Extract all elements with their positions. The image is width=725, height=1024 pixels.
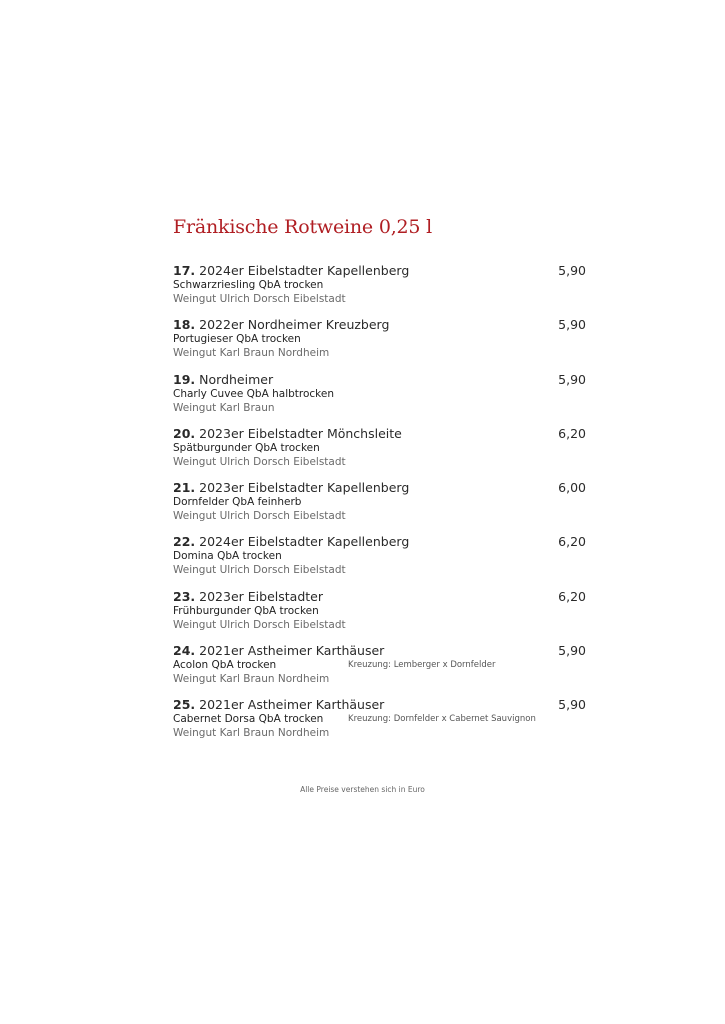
wine-number: 18. xyxy=(173,317,196,333)
wine-producer: Weingut Ulrich Dorsch Eibelstadt xyxy=(173,618,346,631)
wine-item xyxy=(173,534,593,588)
wine-crossing: Kreuzung: Dornfelder x Cabernet Sauvignon xyxy=(348,714,536,725)
wine-number: 25. xyxy=(173,697,196,713)
wine-name: 2021er Astheimer Karthäuser xyxy=(199,697,385,713)
wine-grape: Portugieser QbA trocken xyxy=(173,333,301,346)
wine-producer: Weingut Karl Braun xyxy=(173,401,275,414)
wine-price: 6,20 xyxy=(558,534,586,550)
wine-grape: Domina QbA trocken xyxy=(173,550,282,563)
wine-price: 6,00 xyxy=(558,480,586,496)
wine-list xyxy=(173,263,593,752)
wine-producer: Weingut Ulrich Dorsch Eibelstadt xyxy=(173,293,346,305)
wine-price: 5,90 xyxy=(558,371,586,387)
wine-number: 22. xyxy=(173,534,196,550)
wine-number: 24. xyxy=(173,643,196,659)
section-title: Fränkische Rotweine 0,25 l xyxy=(173,216,433,238)
wine-price: 5,90 xyxy=(558,263,586,278)
wine-name: 2024er Eibelstadter Kapellenberg xyxy=(199,263,410,278)
wine-number: 20. xyxy=(173,425,196,441)
wine-grape: Dornfelder QbA feinherb xyxy=(173,496,302,509)
wine-number: 19. xyxy=(173,371,196,387)
wine-name: 2022er Nordheimer Kreuzberg xyxy=(199,317,390,333)
wine-number: 23. xyxy=(173,588,196,604)
wine-name: Nordheimer xyxy=(199,371,274,387)
wine-price: 6,20 xyxy=(558,425,586,441)
price-note: Alle Preise verstehen sich in Euro xyxy=(300,785,425,794)
wine-price: 6,20 xyxy=(558,588,586,604)
wine-item xyxy=(173,372,593,426)
wine-producer: Weingut Ulrich Dorsch Eibelstadt xyxy=(173,455,346,468)
wine-producer: Weingut Karl Braun Nordheim xyxy=(173,347,330,360)
wine-price: 5,90 xyxy=(558,697,586,713)
wine-producer: Weingut Karl Braun Nordheim xyxy=(173,673,330,686)
wine-name: 2023er Eibelstadter Mönchsleite xyxy=(199,425,402,441)
wine-item xyxy=(173,480,593,534)
wine-producer: Weingut Karl Braun Nordheim xyxy=(173,727,330,740)
wine-producer: Weingut Ulrich Dorsch Eibelstadt xyxy=(173,510,346,523)
wine-name: 2023er Eibelstadter Kapellenberg xyxy=(199,480,410,496)
wine-number: 17. xyxy=(173,263,196,278)
wine-grape: Frühburgunder QbA trocken xyxy=(173,604,319,617)
wine-item xyxy=(173,589,593,643)
wine-item xyxy=(173,317,593,371)
wine-grape: Schwarzriesling QbA trocken xyxy=(173,279,324,291)
wine-price: 5,90 xyxy=(558,643,586,659)
wine-item xyxy=(173,697,593,751)
wine-number: 21. xyxy=(173,480,196,496)
wine-grape: Cabernet Dorsa QbA trocken xyxy=(173,713,324,726)
wine-name: 2024er Eibelstadter Kapellenberg xyxy=(199,534,410,550)
wine-price: 5,90 xyxy=(558,317,586,333)
wine-name: 2023er Eibelstadter xyxy=(199,588,323,604)
wine-crossing: Kreuzung: Lemberger x Dornfelder xyxy=(348,660,496,671)
wine-item xyxy=(173,643,593,697)
wine-item xyxy=(173,263,593,317)
wine-grape: Charly Cuvee QbA halbtrocken xyxy=(173,387,335,400)
wine-item xyxy=(173,426,593,480)
wine-grape: Acolon QbA trocken xyxy=(173,659,277,672)
wine-producer: Weingut Ulrich Dorsch Eibelstadt xyxy=(173,564,346,577)
wine-grape: Spätburgunder QbA trocken xyxy=(173,441,320,454)
wine-name: 2021er Astheimer Karthäuser xyxy=(199,643,385,659)
